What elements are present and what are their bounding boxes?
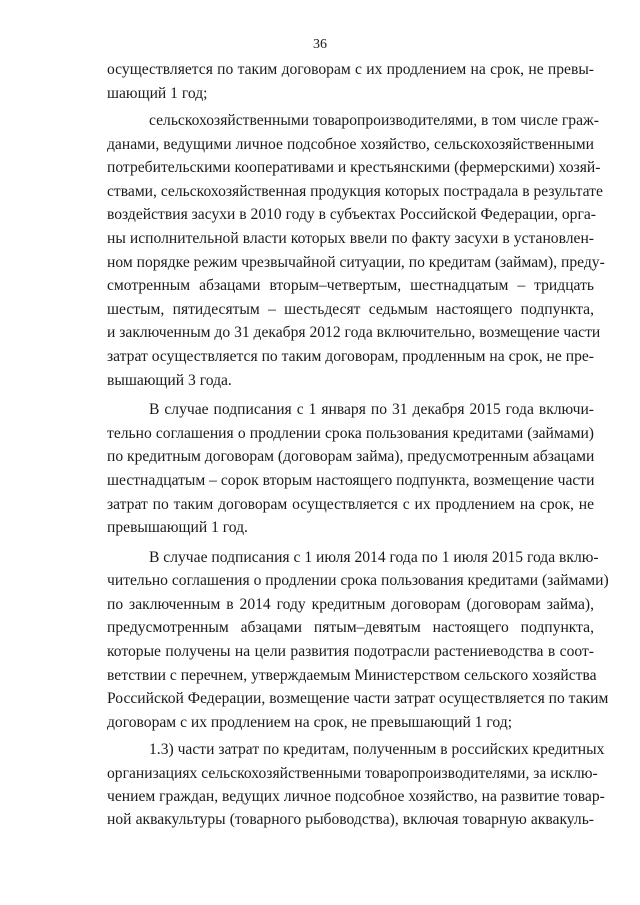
text-line: чительно соглашения о продлении срока пользования кредитами (займами) — [107, 572, 609, 590]
text-line: тельно соглашения о продлении срока пользования кредитами (займами) — [107, 424, 594, 442]
text-line: затрат осуществляется по таким договорам, продленным на срок, не пре- — [107, 347, 594, 365]
page-number: 36 — [313, 37, 327, 52]
document-body — [107, 58, 609, 832]
text-line: данами, ведущими личное подсобное хозяйство, сельскохозяйственными — [107, 135, 594, 153]
text-line: вышающий 3 года. — [107, 371, 232, 389]
text-line: организациях сельскохозяйственными товаропроизводителями, за исклю- — [107, 764, 598, 782]
paragraph — [107, 109, 605, 392]
text-line: Российской Федерации, возмещение части затрат осуществляется по таким — [107, 690, 609, 708]
text-line: потребительскими кооперативами и крестьянскими (фермерскими) хозяй- — [107, 159, 601, 177]
text-line: по заключенным в 2014 году кредитным договорам (договорам займа), — [107, 595, 594, 613]
text-line: воздействия засухи в 2010 году в субъектах Российской Федерации, орга- — [107, 206, 596, 224]
text-line: и заключенным до 31 декабря 2012 года включительно, возмещение части — [107, 324, 601, 342]
text-line: смотренным абзацами вторым–четвертым, шестнадцатым – тридцать — [107, 277, 594, 295]
text-line: ствами, сельскохозяйственная продукция которых пострадала в результате — [107, 182, 603, 200]
text-line: шающий 1 год; — [107, 84, 208, 102]
text-line: предусмотренным абзацами пятым–девятым настоящего подпункта, — [107, 619, 594, 637]
paragraph — [107, 58, 594, 105]
text-line: затрат по таким договорам осуществляется с их продлением на срок, не — [107, 495, 594, 513]
text-line: превышающий 1 год. — [107, 519, 248, 537]
text-line: ном порядке режим чрезвычайной ситуации, по кредитам (займам), преду- — [107, 253, 605, 271]
text-line: договорам с их продлением на срок, не превышающий 1 год; — [107, 713, 513, 731]
text-line: по кредитным договорам (договорам займа), предусмотренным абзацами — [107, 448, 595, 466]
text-line: сельскохозяйственными товаропроизводителями, в том числе граж- — [149, 112, 599, 129]
text-line: осуществляется по таким договорам с их продлением на срок, не превы- — [107, 61, 594, 78]
text-line: чением граждан, ведущих личное подсобное хозяйство, на развитие товар- — [107, 788, 605, 806]
text-line: ветствии с перечнем, утверждаемым Министерством сельского хозяйства — [107, 666, 597, 684]
paragraph — [107, 398, 594, 540]
text-line: которые получены на цели развития подотрасли растениеводства в соот- — [107, 643, 594, 661]
text-line: В случае подписания с 1 января по 31 декабря 2015 года включи- — [149, 401, 594, 419]
paragraph — [107, 546, 609, 735]
text-line: шестым, пятидесятым – шестьдесят седьмым настоящего подпункта, — [107, 300, 594, 318]
text-line: ны исполнительной власти которых ввели по факту засухи в установлен- — [107, 229, 594, 247]
text-line: В случае подписания с 1 июля 2014 года по 1 июля 2015 года вклю- — [149, 548, 599, 566]
text-line: 1.3) части затрат по кредитам, полученным в российских кредитных — [149, 741, 605, 759]
text-line: шестнадцатым – сорок вторым настоящего подпункта, возмещение части — [107, 471, 595, 489]
text-line: ной аквакультуры (товарного рыбоводства), включая товарную аквакуль- — [107, 811, 594, 829]
paragraph — [107, 738, 605, 831]
